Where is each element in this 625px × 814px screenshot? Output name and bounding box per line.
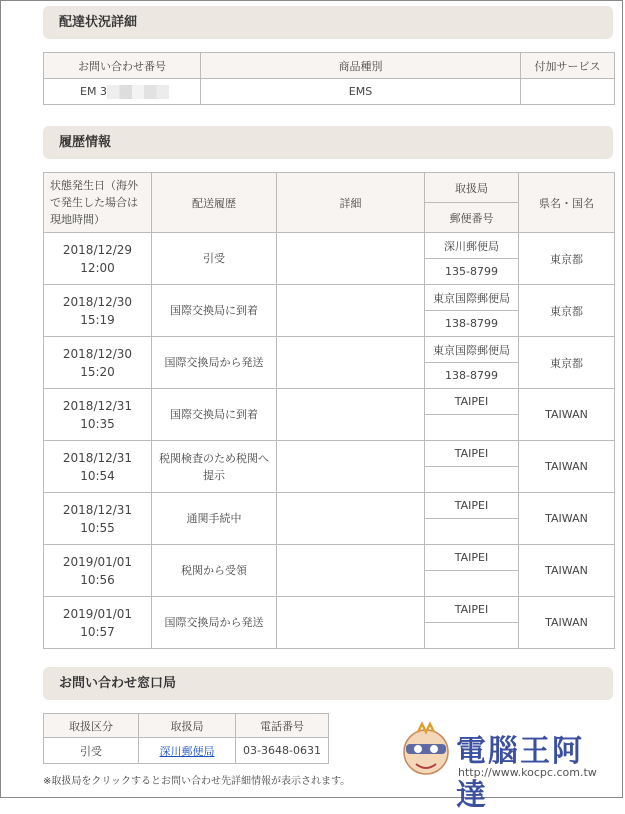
watermark-logo	[398, 718, 608, 813]
contact-header: お問い合わせ窓口局	[43, 667, 613, 700]
history-date-time: 15:19	[80, 312, 115, 327]
product-type-header: 商品種別	[201, 53, 521, 79]
history-office: TAIPEI	[425, 493, 519, 519]
tracking-number: EM 3	[80, 84, 107, 98]
history-date-time: 15:20	[80, 364, 115, 379]
history-date-day: 2018/12/29	[62, 242, 133, 257]
history-date	[44, 285, 152, 337]
history-detail	[277, 337, 425, 389]
history-row	[44, 389, 615, 415]
redacted-mask	[107, 85, 169, 99]
footnote: ※取扱局をクリックするとお問い合わせ先詳細情報が表示されます。	[43, 776, 351, 787]
history-date	[44, 337, 152, 389]
history-office: 東京国際郵便局	[425, 337, 519, 363]
contact-type-header: 取扱区分	[44, 714, 139, 738]
history-date-time: 12:00	[80, 260, 115, 275]
extra-service-cell	[521, 79, 615, 105]
delivery-status-header: 配達状況詳細	[43, 6, 613, 39]
history-postal	[425, 467, 519, 493]
watermark-url: http://www.kocpc.com.tw	[458, 766, 597, 779]
history-date-day: 2018/12/30	[62, 346, 133, 361]
contact-office-cell	[139, 738, 236, 764]
history-postal	[425, 623, 519, 649]
office-link[interactable]: 深川郵便局	[159, 744, 215, 758]
history-row	[44, 285, 615, 311]
history-office: TAIPEI	[425, 389, 519, 415]
history-detail	[277, 389, 425, 441]
contact-phone-cell: 03-3648-0631	[236, 738, 329, 764]
history-region: TAIWAN	[519, 389, 615, 441]
history-status: 通関手続中	[152, 493, 277, 545]
history-detail	[277, 493, 425, 545]
history-date-time: 10:35	[80, 416, 115, 431]
history-date-day: 2019/01/01	[62, 554, 133, 569]
history-header: 履歴情報	[43, 126, 613, 159]
history-date	[44, 493, 152, 545]
history-row	[44, 233, 615, 259]
history-status: 国際交換局に到着	[152, 389, 277, 441]
history-detail	[277, 233, 425, 285]
history-postal	[425, 519, 519, 545]
history-date-day: 2018/12/31	[62, 502, 133, 517]
history-status: 国際交換局から発送	[152, 597, 277, 649]
history-date-time: 10:57	[80, 624, 115, 639]
history-row	[44, 493, 615, 519]
history-status: 国際交換局から発送	[152, 337, 277, 389]
contact-type-cell: 引受	[44, 738, 139, 764]
history-row	[44, 597, 615, 623]
history-postal: 138-8799	[425, 363, 519, 389]
history-region: TAIWAN	[519, 597, 615, 649]
history-region: 東京都	[519, 285, 615, 337]
history-office: TAIPEI	[425, 545, 519, 571]
mascot-icon	[398, 718, 454, 780]
history-region: TAIWAN	[519, 545, 615, 597]
history-row	[44, 545, 615, 571]
history-region: 東京都	[519, 233, 615, 285]
history-date	[44, 441, 152, 493]
history-date	[44, 597, 152, 649]
history-status: 税関検査のため税関へ提示	[152, 441, 277, 493]
contact-phone-header: 電話番号	[236, 714, 329, 738]
contact-office-header: 取扱局	[139, 714, 236, 738]
office-header: 取扱局	[425, 173, 519, 203]
history-date-day: 2018/12/31	[62, 450, 133, 465]
watermark-text: 電腦王阿達	[456, 734, 584, 813]
history-postal	[425, 571, 519, 597]
history-region: 東京都	[519, 337, 615, 389]
history-status: 税関から受領	[152, 545, 277, 597]
summary-table	[43, 52, 615, 105]
history-postal: 138-8799	[425, 311, 519, 337]
history-row	[44, 337, 615, 363]
history-date-time: 10:56	[80, 572, 115, 587]
postal-header: 郵便番号	[425, 203, 519, 233]
extra-service-header: 付加サービス	[521, 53, 615, 79]
history-date	[44, 389, 152, 441]
history-office: TAIPEI	[425, 597, 519, 623]
history-date	[44, 545, 152, 597]
history-table	[43, 172, 615, 649]
history-office: TAIPEI	[425, 441, 519, 467]
history-date-day: 2018/12/31	[62, 398, 133, 413]
history-detail	[277, 441, 425, 493]
history-office: 東京国際郵便局	[425, 285, 519, 311]
history-col-header: 配送履歴	[152, 173, 277, 233]
region-header: 県名・国名	[519, 173, 615, 233]
history-detail	[277, 597, 425, 649]
history-postal: 135-8799	[425, 259, 519, 285]
history-region: TAIWAN	[519, 493, 615, 545]
tracking-number-header: お問い合わせ番号	[44, 53, 201, 79]
history-date-day: 2019/01/01	[62, 606, 133, 621]
product-type-cell: EMS	[201, 79, 521, 105]
history-status: 引受	[152, 233, 277, 285]
history-detail	[277, 545, 425, 597]
date-header: 状態発生日（海外で発生した場合は現地時間）	[44, 173, 152, 233]
contact-table	[43, 713, 329, 764]
history-date-time: 10:55	[80, 520, 115, 535]
history-row	[44, 441, 615, 467]
tracking-number-cell	[44, 79, 201, 105]
detail-header: 詳細	[277, 173, 425, 233]
history-date	[44, 233, 152, 285]
history-date-day: 2018/12/30	[62, 294, 133, 309]
history-status: 国際交換局に到着	[152, 285, 277, 337]
history-region: TAIWAN	[519, 441, 615, 493]
history-detail	[277, 285, 425, 337]
history-office: 深川郵便局	[425, 233, 519, 259]
history-date-time: 10:54	[80, 468, 115, 483]
history-postal	[425, 415, 519, 441]
